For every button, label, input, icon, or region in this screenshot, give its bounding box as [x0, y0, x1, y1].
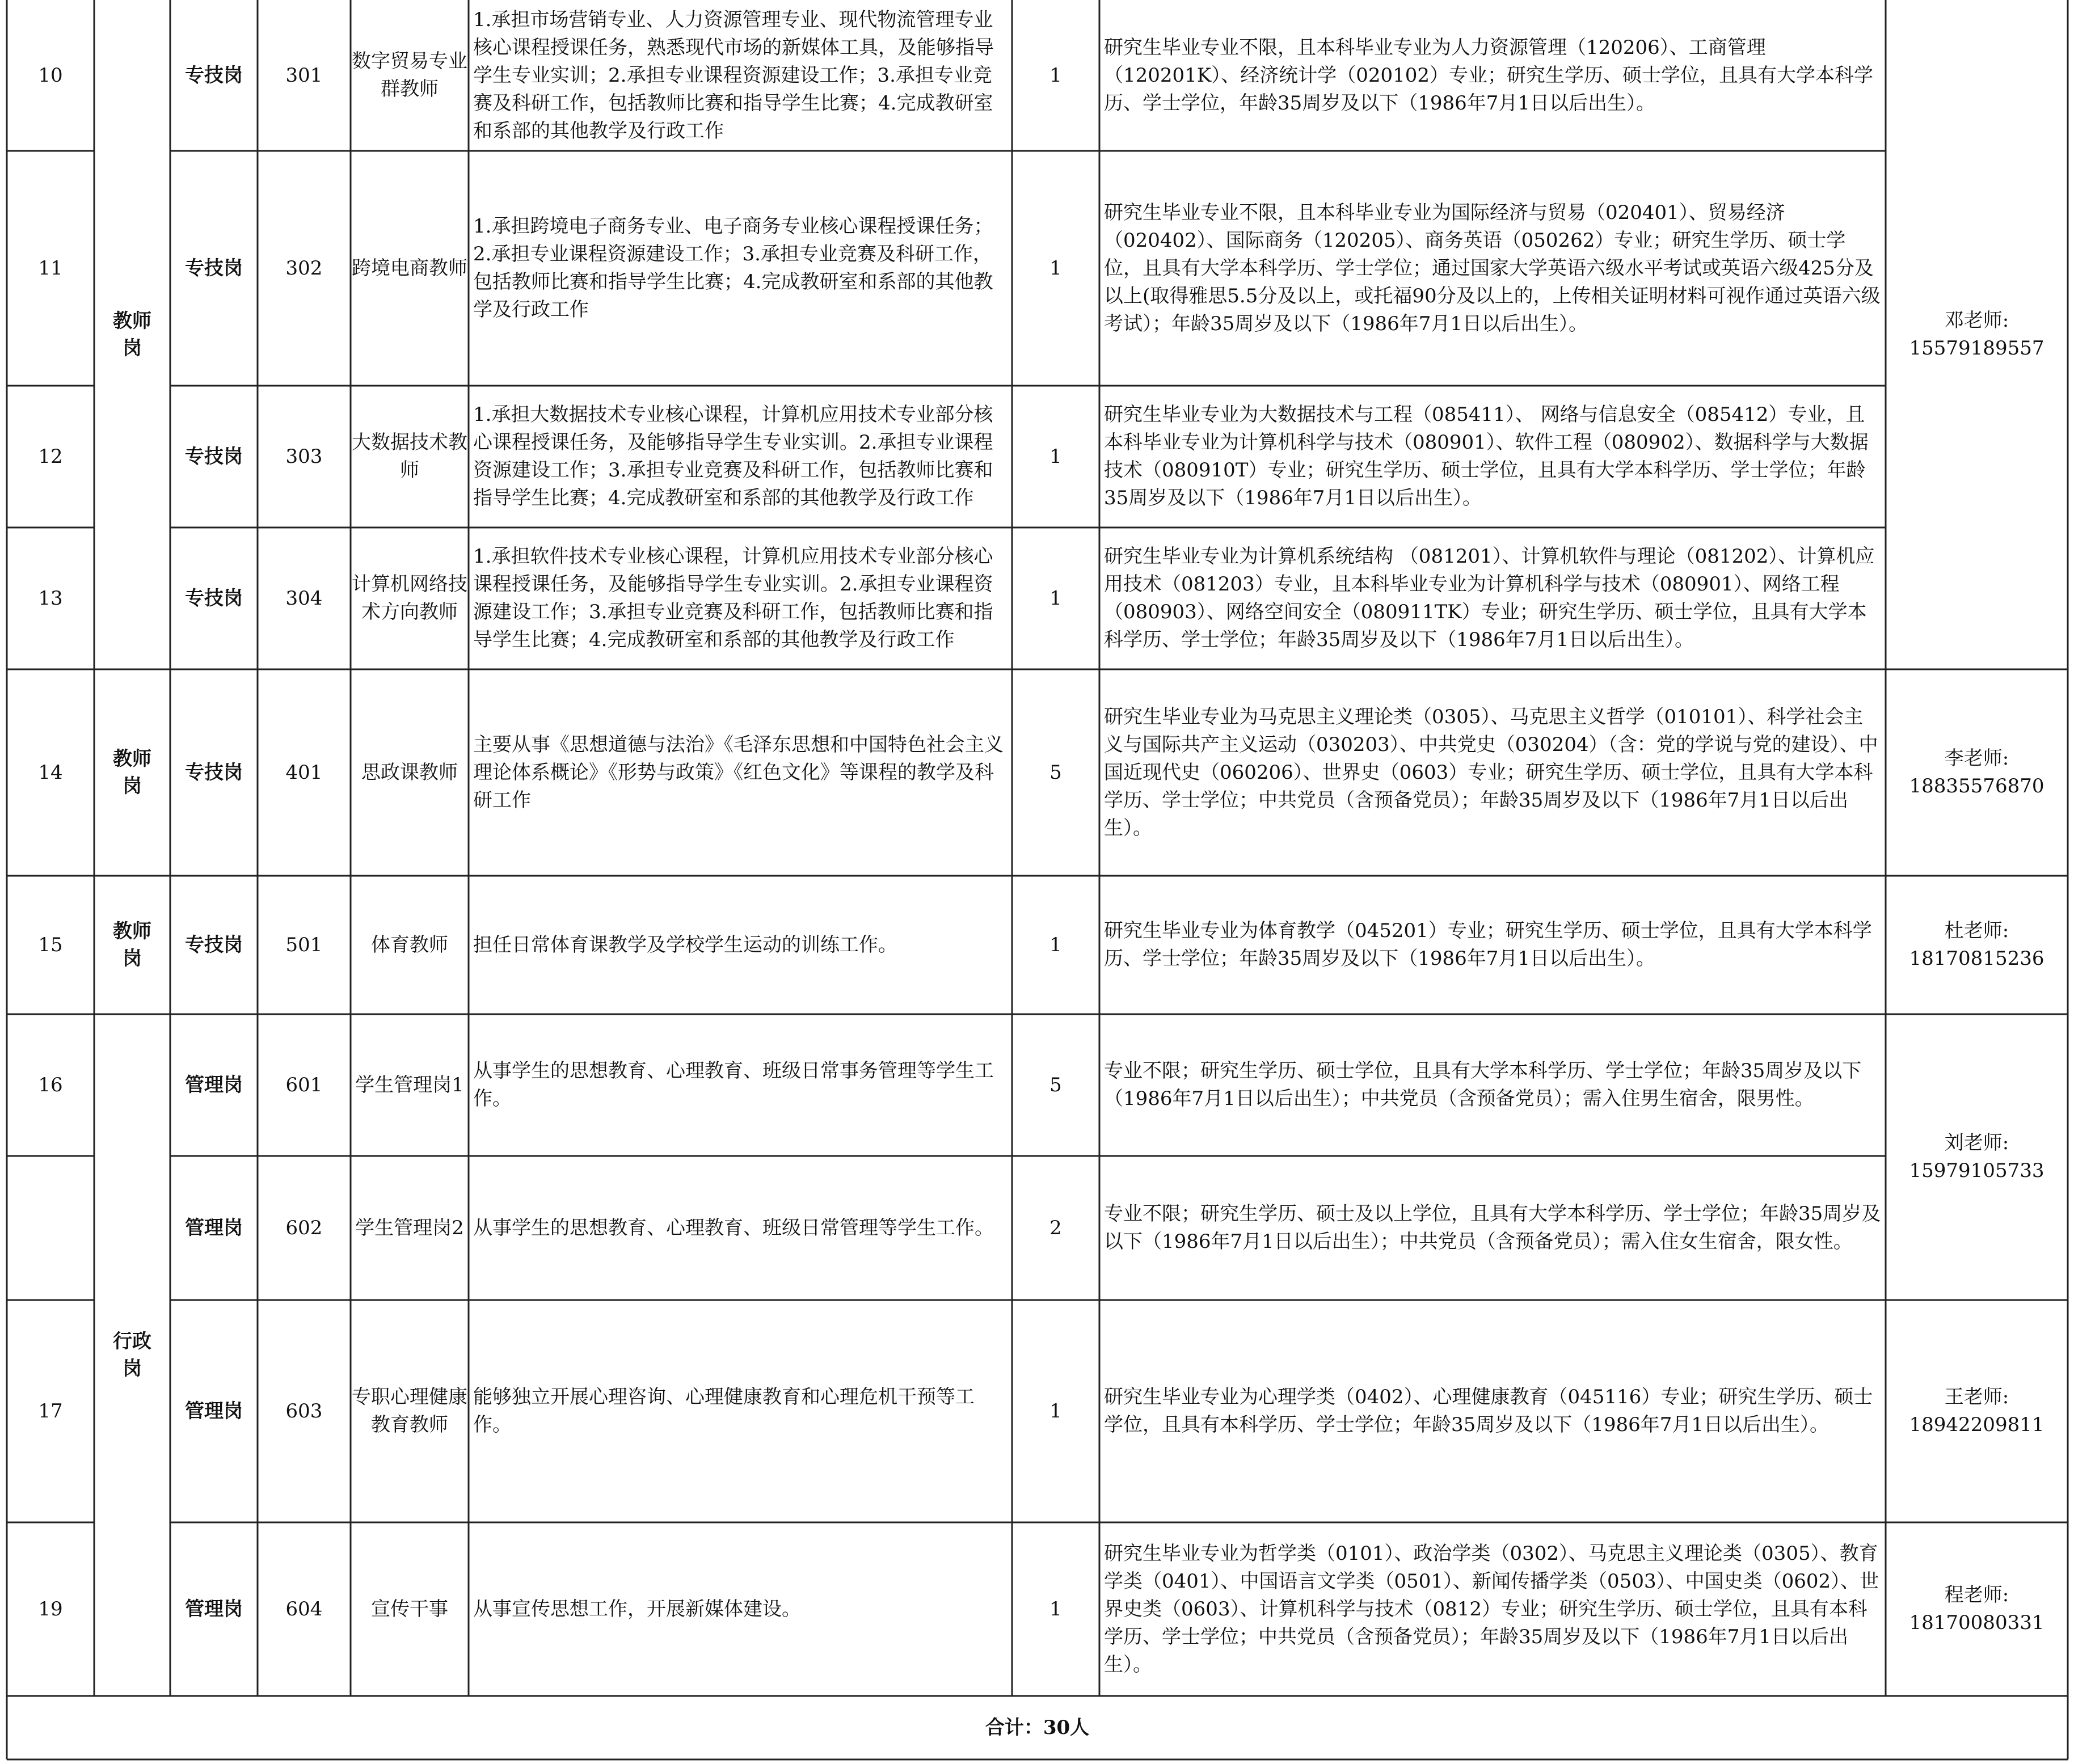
contact-phone: 15579189557: [1909, 337, 2045, 360]
row-number: 11: [38, 256, 63, 280]
row-number-cell: [7, 151, 94, 386]
contact-name: 程老师:: [1944, 1584, 2009, 1606]
hire-count: 1: [1049, 256, 1062, 280]
row-number-cell: [7, 1014, 94, 1156]
post-duty-cell: [469, 386, 1012, 527]
category-cell: [94, 1014, 170, 1696]
row-number: 12: [38, 445, 63, 468]
post-code-cell: [258, 1300, 351, 1522]
category-cell: [94, 0, 170, 669]
hire-count-cell: [1012, 151, 1099, 386]
requirements: 研究生毕业专业为计算机系统结构 （081201）、计算机软件与理论（081202）、计算机应用技术（081203）专业，且本科毕业专业为计算机科学与技术（080901）、网络工程（080903）、网络空间安全（080911TK）专业；研究生学历、硕士学位，且具有大学本科学历、学士学位；年龄35周岁及以下（1986年7月1日以后出生）。: [1104, 545, 1875, 651]
contact-cell: [1886, 0, 2068, 669]
post-type: 专技岗: [185, 586, 243, 610]
post-duty-cell: [469, 151, 1012, 386]
post-name-cell: [351, 527, 469, 669]
post-name-cell: [351, 669, 469, 876]
requirements: 研究生毕业专业为马克思主义理论类（0305）、马克思主义哲学（010101）、科学社会主义与国际共产主义运动（030203）、中共党史（030204）（含：党的学说与党的建设）、中国近现代史（060206）、世界史（0603）专业；研究生学历、硕士学位，且具有大学本科学历、学士学位；中共党员（含预备党员）；年龄35周岁及以下（1986年7月1日以后出生）。: [1104, 705, 1878, 839]
post-type: 专技岗: [185, 933, 243, 956]
category-cell: [94, 669, 170, 876]
hire-count-cell: [1012, 386, 1099, 527]
post-type: 管理岗: [185, 1597, 243, 1620]
requirements-cell: [1099, 151, 1886, 386]
requirements-cell: [1099, 527, 1886, 669]
requirements: 专业不限；研究生学历、硕士学位，且具有大学本科学历、学士学位；年龄35周岁及以下（1986年7月1日以后出生）；中共党员（含预备党员）；需入住男生宿舍，限男性。: [1104, 1060, 1862, 1110]
hire-count: 1: [1049, 1597, 1062, 1620]
post-duty: 担任日常体育课教学及学校学生运动的训练工作。: [473, 933, 897, 956]
contact-cell: [1886, 1522, 2068, 1696]
requirements-cell: [1099, 1156, 1886, 1300]
hire-count-cell: [1012, 876, 1099, 1014]
post-duty-cell: [469, 527, 1012, 669]
post-name: 思政课教师: [361, 761, 458, 784]
requirements-cell: [1099, 0, 1886, 151]
post-name-cell: [351, 1156, 469, 1300]
contact-cell: [1886, 669, 2068, 876]
post-duty: 从事学生的思想教育、心理教育、班级日常管理等学生工作。: [473, 1216, 994, 1239]
contact-name: 刘老师:: [1944, 1132, 2009, 1154]
contact-cell: [1886, 876, 2068, 1014]
post-code: 604: [285, 1597, 323, 1620]
post-code-cell: [258, 151, 351, 386]
contact-phone: 18835576870: [1909, 775, 2045, 797]
post-duty-cell: [469, 669, 1012, 876]
contact-cell: [1886, 1014, 2068, 1300]
row-number-cell: [7, 386, 94, 527]
hire-count: 1: [1049, 1399, 1062, 1423]
contact-phone: 18942209811: [1909, 1413, 2045, 1436]
post-type: 管理岗: [185, 1216, 243, 1239]
row-number-cell: [7, 1300, 94, 1522]
post-code: 401: [285, 761, 323, 784]
post-code: 304: [285, 586, 323, 610]
hire-count-cell: [1012, 1156, 1099, 1300]
post-duty-cell: [469, 0, 1012, 151]
row-number: 17: [38, 1399, 63, 1423]
category-label: 行政岗: [112, 1330, 151, 1380]
post-type-cell: [170, 669, 258, 876]
post-name: 大数据技术教师: [352, 431, 467, 482]
post-duty: 从事宣传思想工作，开展新媒体建设。: [473, 1597, 801, 1620]
post-type-cell: [170, 1156, 258, 1300]
post-duty-cell: [469, 1300, 1012, 1522]
row-number: 14: [38, 761, 63, 784]
post-code: 602: [285, 1216, 323, 1239]
post-code-cell: [258, 876, 351, 1014]
post-name: 专职心理健康教育教师: [352, 1386, 467, 1436]
row-number-cell: [7, 669, 94, 876]
hire-count-cell: [1012, 669, 1099, 876]
hire-count-cell: [1012, 527, 1099, 669]
post-duty: 1.承担大数据技术专业核心课程，计算机应用技术专业部分核心课程授课任务，及能够指导学生专业实训。2.承担专业课程资源建设工作；3.承担专业竞赛及科研工作，包括教师比赛和指导学生比赛；4.完成教研室和系部的其他教学及行政工作: [473, 403, 993, 509]
total-label: 合计：30人: [985, 1716, 1090, 1739]
requirements-cell: [1099, 876, 1886, 1014]
row-number: 13: [38, 586, 63, 610]
post-code-cell: [258, 0, 351, 151]
post-type: 专技岗: [185, 445, 243, 468]
hire-count: 2: [1049, 1216, 1062, 1239]
total-row: [7, 1696, 2068, 1759]
requirements-cell: [1099, 1522, 1886, 1696]
post-code: 303: [285, 445, 323, 468]
requirements: 专业不限；研究生学历、硕士及以上学位，且具有大学本科学历、学士学位；年龄35周岁及以下（1986年7月1日以后出生）；中共党员（含预备党员）；需入住女生宿舍，限女性。: [1104, 1202, 1881, 1253]
post-type-cell: [170, 1014, 258, 1156]
contact-name: 李老师:: [1944, 747, 2009, 770]
hire-count: 1: [1049, 933, 1062, 956]
category-cell: [94, 876, 170, 1014]
contact-name: 邓老师:: [1944, 309, 2009, 332]
requirements: 研究生毕业专业为哲学类（0101）、政治学类（0302）、马克思主义理论类（0305）、教育学类（0401）、中国语言文学类（0501）、新闻传播学类（0503）、中国史类（0602）、世界史类（0603）、计算机科学与技术（0812）专业；研究生学历、硕士学位，且具有本科学历、学士学位；中共党员（含预备党员）；年龄35周岁及以下（1986年7月1日以后出生）。: [1104, 1542, 1879, 1676]
post-name-cell: [351, 386, 469, 527]
post-code-cell: [258, 527, 351, 669]
post-duty: 从事学生的思想教育、心理教育、班级日常事务管理等学生工作。: [473, 1060, 994, 1110]
row-number-cell: [7, 876, 94, 1014]
row-number: 15: [38, 933, 63, 956]
post-duty: 1.承担市场营销专业、人力资源管理专业、现代物流管理专业核心课程授课任务，熟悉现代市场的新媒体工具，及能够指导学生专业实训；2.承担专业课程资源建设工作；3.承担专业竞赛及科研工作，包括教师比赛和指导学生比赛；4.完成教研室和系部的其他教学及行政工作: [473, 8, 994, 142]
requirements-cell: [1099, 669, 1886, 876]
contact-cell: [1886, 1300, 2068, 1522]
post-name: 计算机网络技术方向教师: [352, 573, 467, 623]
requirements: 研究生毕业专业为大数据技术与工程（085411）、 网络与信息安全（085412）专业，且本科毕业专业为计算机科学与技术（080901）、软件工程（080902）、数据科学与大数据技术（080910T）专业；研究生学历、硕士学位，且具有大学本科学历、学士学位；年龄35周岁及以下（1986年7月1日以后出生）。: [1104, 403, 1869, 509]
post-code: 601: [285, 1073, 323, 1096]
post-duty-cell: [469, 876, 1012, 1014]
post-name-cell: [351, 1522, 469, 1696]
contact-phone: 15979105733: [1909, 1159, 2045, 1182]
hire-count: 1: [1049, 586, 1062, 610]
post-name-cell: [351, 1300, 469, 1522]
post-code-cell: [258, 1522, 351, 1696]
post-duty: 1.承担跨境电子商务专业、电子商务专业核心课程授课任务；2.承担专业课程资源建设工作；3.承担专业竞赛及科研工作，包括教师比赛和指导学生比赛；4.完成教研室和系部的其他教学及行政工作: [473, 215, 993, 321]
contact-name: 杜老师:: [1944, 919, 2009, 942]
post-code-cell: [258, 1156, 351, 1300]
category-label: 教师岗: [112, 920, 151, 970]
requirements: 研究生毕业专业为体育教学（045201）专业；研究生学历、硕士学位，且具有大学本科学历、学士学位；年龄35周岁及以下（1986年7月1日以后出生）。: [1104, 919, 1872, 970]
post-name-cell: [351, 876, 469, 1014]
post-type: 管理岗: [185, 1073, 243, 1096]
category-label: 教师岗: [112, 748, 151, 797]
hire-count: 5: [1049, 1073, 1062, 1096]
post-type: 专技岗: [185, 64, 243, 87]
post-duty: 1.承担软件技术专业核心课程，计算机应用技术专业部分核心课程授课任务，及能够指导学生专业实训。2.承担专业课程资源建设工作；3.承担专业竞赛及科研工作，包括教师比赛和指导学生比赛；4.完成教研室和系部的其他教学及行政工作: [473, 545, 993, 651]
row-number: 10: [38, 64, 63, 87]
post-duty: 主要从事《思想道德与法治》《毛泽东思想和中国特色社会主义理论体系概论》《形势与政策》《红色文化》等课程的教学及科研工作: [473, 733, 1004, 812]
post-name: 宣传干事: [371, 1597, 448, 1620]
requirements-cell: [1099, 1300, 1886, 1522]
hire-count: 1: [1049, 64, 1062, 87]
requirements: 研究生毕业专业不限，且本科毕业专业为国际经济与贸易（020401）、贸易经济（020402）、国际商务（120205）、商务英语（050262）专业；研究生学历、硕士学位，且具有大学本科学历、学士学位；通过国家大学英语六级水平考试或英语六级425分及以上(取得雅思5.5分及以上，或托福90分及以上的，上传相关证明材料可视作通过英语六级考试）；年龄35周岁及以下（1986年7月1日以后出生）。: [1104, 201, 1881, 335]
row-number-cell: [7, 527, 94, 669]
post-type: 专技岗: [185, 256, 243, 280]
hire-count-cell: [1012, 1522, 1099, 1696]
post-code: 501: [285, 933, 323, 956]
hire-count: 5: [1049, 761, 1062, 784]
post-type-cell: [170, 1300, 258, 1522]
post-type: 管理岗: [185, 1399, 243, 1423]
post-duty-cell: [469, 1014, 1012, 1156]
row-number-cell: [7, 1522, 94, 1696]
post-name: 学生管理岗1: [355, 1073, 464, 1096]
post-name-cell: [351, 0, 469, 151]
post-type-cell: [170, 527, 258, 669]
contact-name: 王老师:: [1944, 1386, 2009, 1408]
post-type: 专技岗: [185, 761, 243, 784]
hire-count-cell: [1012, 1300, 1099, 1522]
contact-phone: 18170815236: [1909, 947, 2045, 970]
category-label: 教师岗: [112, 310, 151, 360]
post-type-cell: [170, 1522, 258, 1696]
requirements-cell: [1099, 386, 1886, 527]
post-type-cell: [170, 876, 258, 1014]
hire-count: 1: [1049, 445, 1062, 468]
post-name: 学生管理岗2: [355, 1216, 464, 1239]
hire-count-cell: [1012, 1014, 1099, 1156]
post-name: 数字贸易专业群教师: [352, 50, 467, 100]
post-code-cell: [258, 669, 351, 876]
requirements: 研究生毕业专业为心理学类（0402）、心理健康教育（045116）专业；研究生学历、硕士学位，且具有本科学历、学士学位；年龄35周岁及以下（1986年7月1日以后出生）。: [1104, 1386, 1873, 1436]
post-type-cell: [170, 386, 258, 527]
post-code-cell: [258, 1014, 351, 1156]
post-code: 301: [285, 64, 323, 87]
post-name-cell: [351, 1014, 469, 1156]
post-type-cell: [170, 0, 258, 151]
requirements-cell: [1099, 1014, 1886, 1156]
post-code-cell: [258, 386, 351, 527]
post-duty-cell: [469, 1156, 1012, 1300]
post-duty-cell: [469, 1522, 1012, 1696]
post-name: 跨境电商教师: [352, 256, 467, 280]
post-name: 体育教师: [371, 933, 448, 956]
row-number: 16: [38, 1073, 63, 1096]
row-number: 19: [38, 1597, 63, 1620]
post-code: 302: [285, 256, 323, 280]
contact-phone: 18170080331: [1909, 1611, 2045, 1634]
post-duty: 能够独立开展心理咨询、心理健康教育和心理危机干预等工作。: [473, 1386, 975, 1436]
post-name-cell: [351, 151, 469, 386]
row-number-cell: [7, 0, 94, 151]
requirements: 研究生毕业专业不限，且本科毕业专业为人力资源管理（120206）、工商管理（120201K）、经济统计学（020102）专业；研究生学历、硕士学位，且具有大学本科学历、学士学位，年龄35周岁及以下（1986年7月1日以后出生）。: [1104, 36, 1873, 115]
post-type-cell: [170, 151, 258, 386]
hire-count-cell: [1012, 0, 1099, 151]
row-number-cell: [7, 1156, 94, 1300]
post-code: 603: [285, 1399, 323, 1423]
